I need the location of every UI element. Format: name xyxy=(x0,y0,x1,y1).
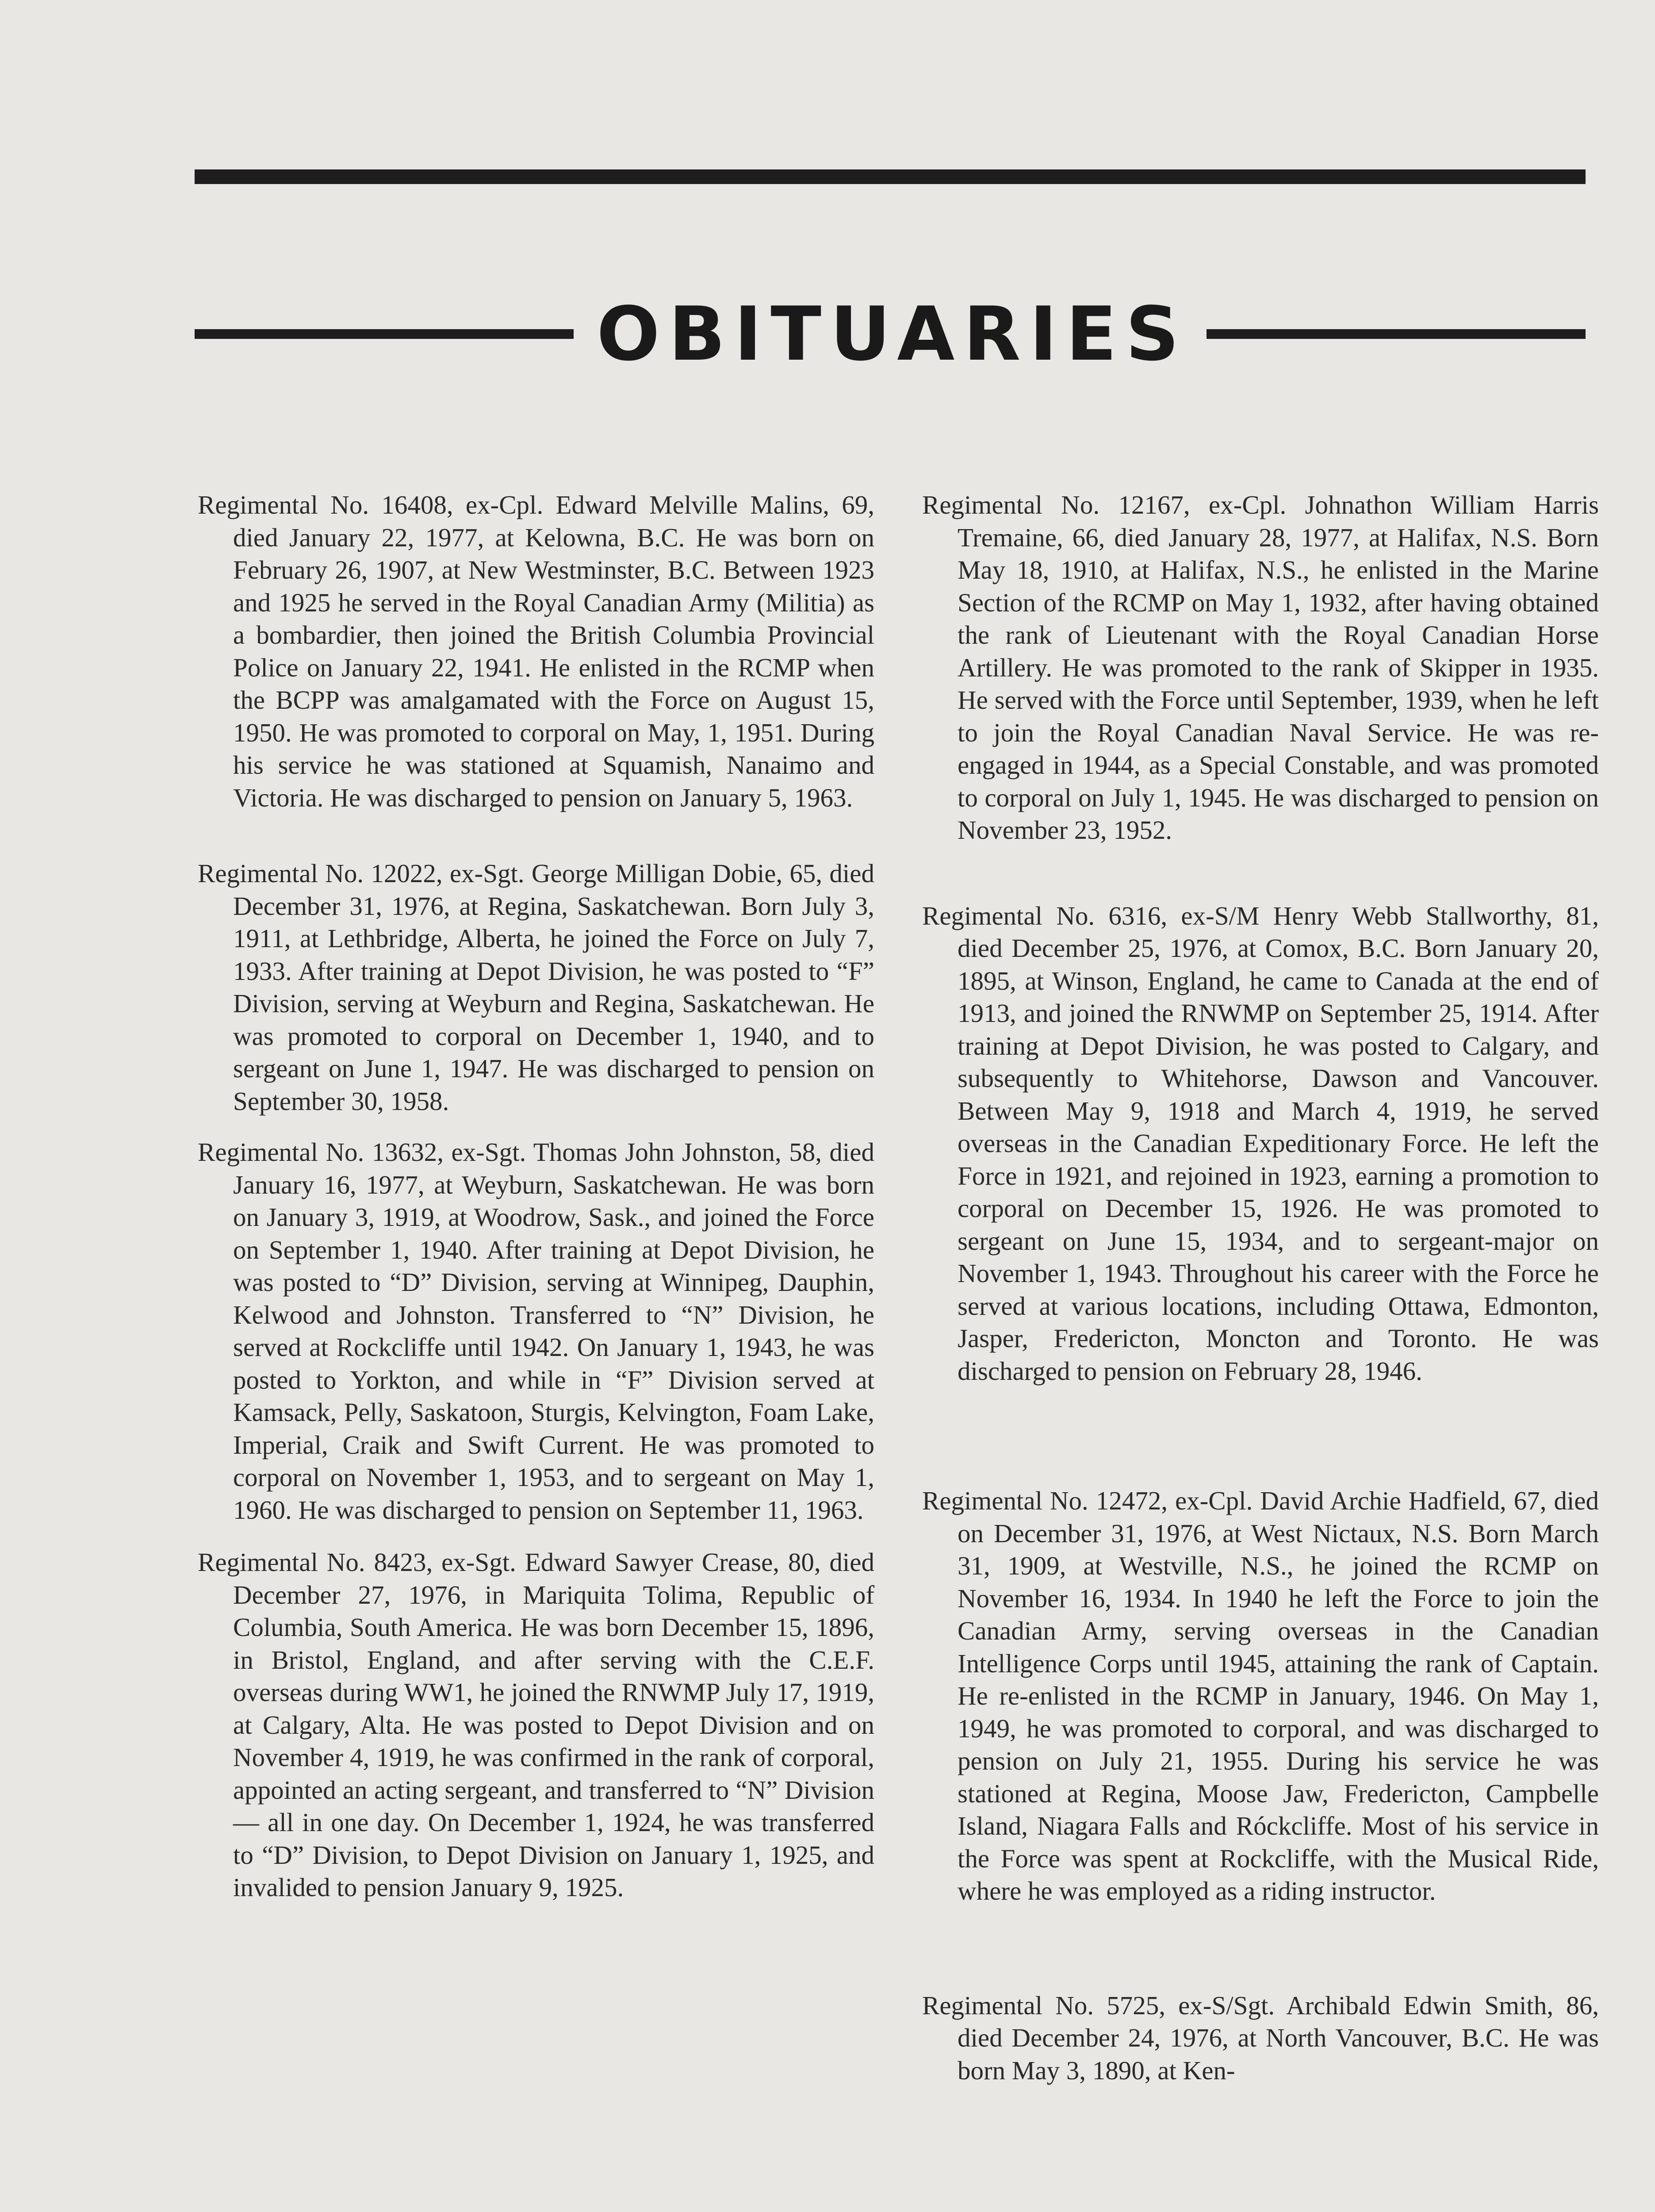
obituary-entry: Regimental No. 6316, ex-S/M Henry Webb Stallworthy, 81, died December 25, 1976, at Comox, B.C. Born January 20, 1895, at Winson, England, he came to Canada at the end of 1913, and joined the RNWMP on September 25, 1914. After training at Depot Division, he was posted to Calgary, and subsequently to Whitehorse, Dawson and Vancouver. Between May 9, 1918 and March 4, 1919, he served overseas in the Canadian Expeditionary Force. He left the Force in 1921, and rejoined in 1923, earning a promotion to corporal on December 15, 1926. He was promoted to sergeant on June 15, 1934, and to sergeant-major on November 1, 1943. Throughout his career with the Force he served at various locations, including Ottawa, Edmonton, Jasper, Fredericton, Moncton and Toronto. He was discharged to pension on February 28, 1946. xyxy=(922,901,1599,1386)
top-rule xyxy=(195,169,1586,184)
right-column xyxy=(922,489,1599,2087)
obituary-entry: Regimental No. 13632, ex-Sgt. Thomas John Johnston, 58, died January 16, 1977, at Weyburn, Saskatchewan. He was born on January 3, 1919, at Woodrow, Sask., and joined the Force on September 1, 1940. After training at Depot Division, he was posted to “D” Division, serving at Winnipeg, Dauphin, Kelwood and Johnston. Transferred to “N” Division, he served at Rockcliffe until 1942. On January 1, 1943, he was posted to Yorkton, and while in “F” Division served at Kamsack, Pelly, Saskatoon, Sturgis, Kelvington, Foam Lake, Imperial, Craik and Swift Current. He was promoted to corporal on November 1, 1953, and to sergeant on May 1, 1960. He was discharged to pension on September 11, 1963. xyxy=(198,1137,874,1525)
obituary-entry: Regimental No. 5725, ex-S/Sgt. Archibald Edwin Smith, 86, died December 24, 1976, at North Vancouver, B.C. He was born May 3, 1890, at Ken- xyxy=(922,1990,1599,2085)
header-rule-left xyxy=(195,329,574,339)
left-column xyxy=(198,489,874,1904)
obituary-entry: Regimental No. 12167, ex-Cpl. Johnathon William Harris Tremaine, 66, died January 28, 1977, at Halifax, N.S. Born May 18, 1910, at Halifax, N.S., he enlisted in the Marine Section of the RCMP on May 1, 1932, after having obtained the rank of Lieutenant with the Royal Canadian Horse Artillery. He was promoted to the rank of Skipper in 1935. He served with the Force until September, 1939, when he left to join the Royal Canadian Naval Service. He was re-engaged in 1944, as a Special Constable, and was promoted to corporal on July 1, 1945. He was discharged to pension on November 23, 1952. xyxy=(922,490,1599,845)
header-rule-right xyxy=(1207,329,1586,339)
obituary-entry: Regimental No. 8423, ex-Sgt. Edward Sawyer Crease, 80, died December 27, 1976, in Mariquita Tolima, Republic of Columbia, South America. He was born December 15, 1896, in Bristol, England, and after serving with the C.E.F. overseas during WW1, he joined the RNWMP July 17, 1919, at Calgary, Alta. He was posted to Depot Division and on November 4, 1919, he was confirmed in the rank of corporal, appointed an acting sergeant, and transferred to “N” Division — all in one day. On December 1, 1924, he was transferred to “D” Division, to Depot Division on January 1, 1925, and invalided to pension January 9, 1925. xyxy=(198,1548,874,1902)
obituary-entry: Regimental No. 12022, ex-Sgt. George Milligan Dobie, 65, died December 31, 1976, at Regina, Saskatchewan. Born July 3, 1911, at Lethbridge, Alberta, he joined the Force on July 7, 1933. After training at Depot Division, he was posted to “F” Division, serving at Weyburn and Regina, Saskatchewan. He was promoted to corporal on December 1, 1940, and to sergeant on June 1, 1947. He was discharged to pension on September 30, 1958. xyxy=(198,859,874,1116)
obituary-entry: Regimental No. 12472, ex-Cpl. David Archie Hadfield, 67, died on December 31, 1976, at West Nictaux, N.S. Born March 31, 1909, at Westville, N.S., he joined the RCMP on November 16, 1934. In 1940 he left the Force to join the Canadian Army, serving overseas in the Canadian Intelligence Corps until 1945, attaining the rank of Captain. He re-enlisted in the RCMP in January, 1946. On May 1, 1949, he was promoted to corporal, and was discharged to pension on July 21, 1955. During his service he was stationed at Regina, Moose Jaw, Fredericton, Campbelle Island, Niagara Falls and Róckcliffe. Most of his service in the Force was spent at Rockcliffe, with the Musical Ride, where he was employed as a riding instructor. xyxy=(922,1486,1599,1905)
section-title: OBITUARIES xyxy=(597,291,1188,377)
obituary-entry: Regimental No. 16408, ex-Cpl. Edward Melville Malins, 69, died January 22, 1977, at Kelowna, B.C. He was born on February 26, 1907, at New Westminster, B.C. Between 1923 and 1925 he served in the Royal Canadian Army (Militia) as a bombardier, then joined the British Columbia Provincial Police on January 22, 1941. He enlisted in the RCMP when the BCPP was amalgamated with the Force on August 15, 1950. He was promoted to corporal on May, 1, 1951. During his service he was stationed at Squamish, Nanaimo and Victoria. He was discharged to pension on January 5, 1963. xyxy=(198,490,874,812)
section-header xyxy=(195,290,1586,378)
